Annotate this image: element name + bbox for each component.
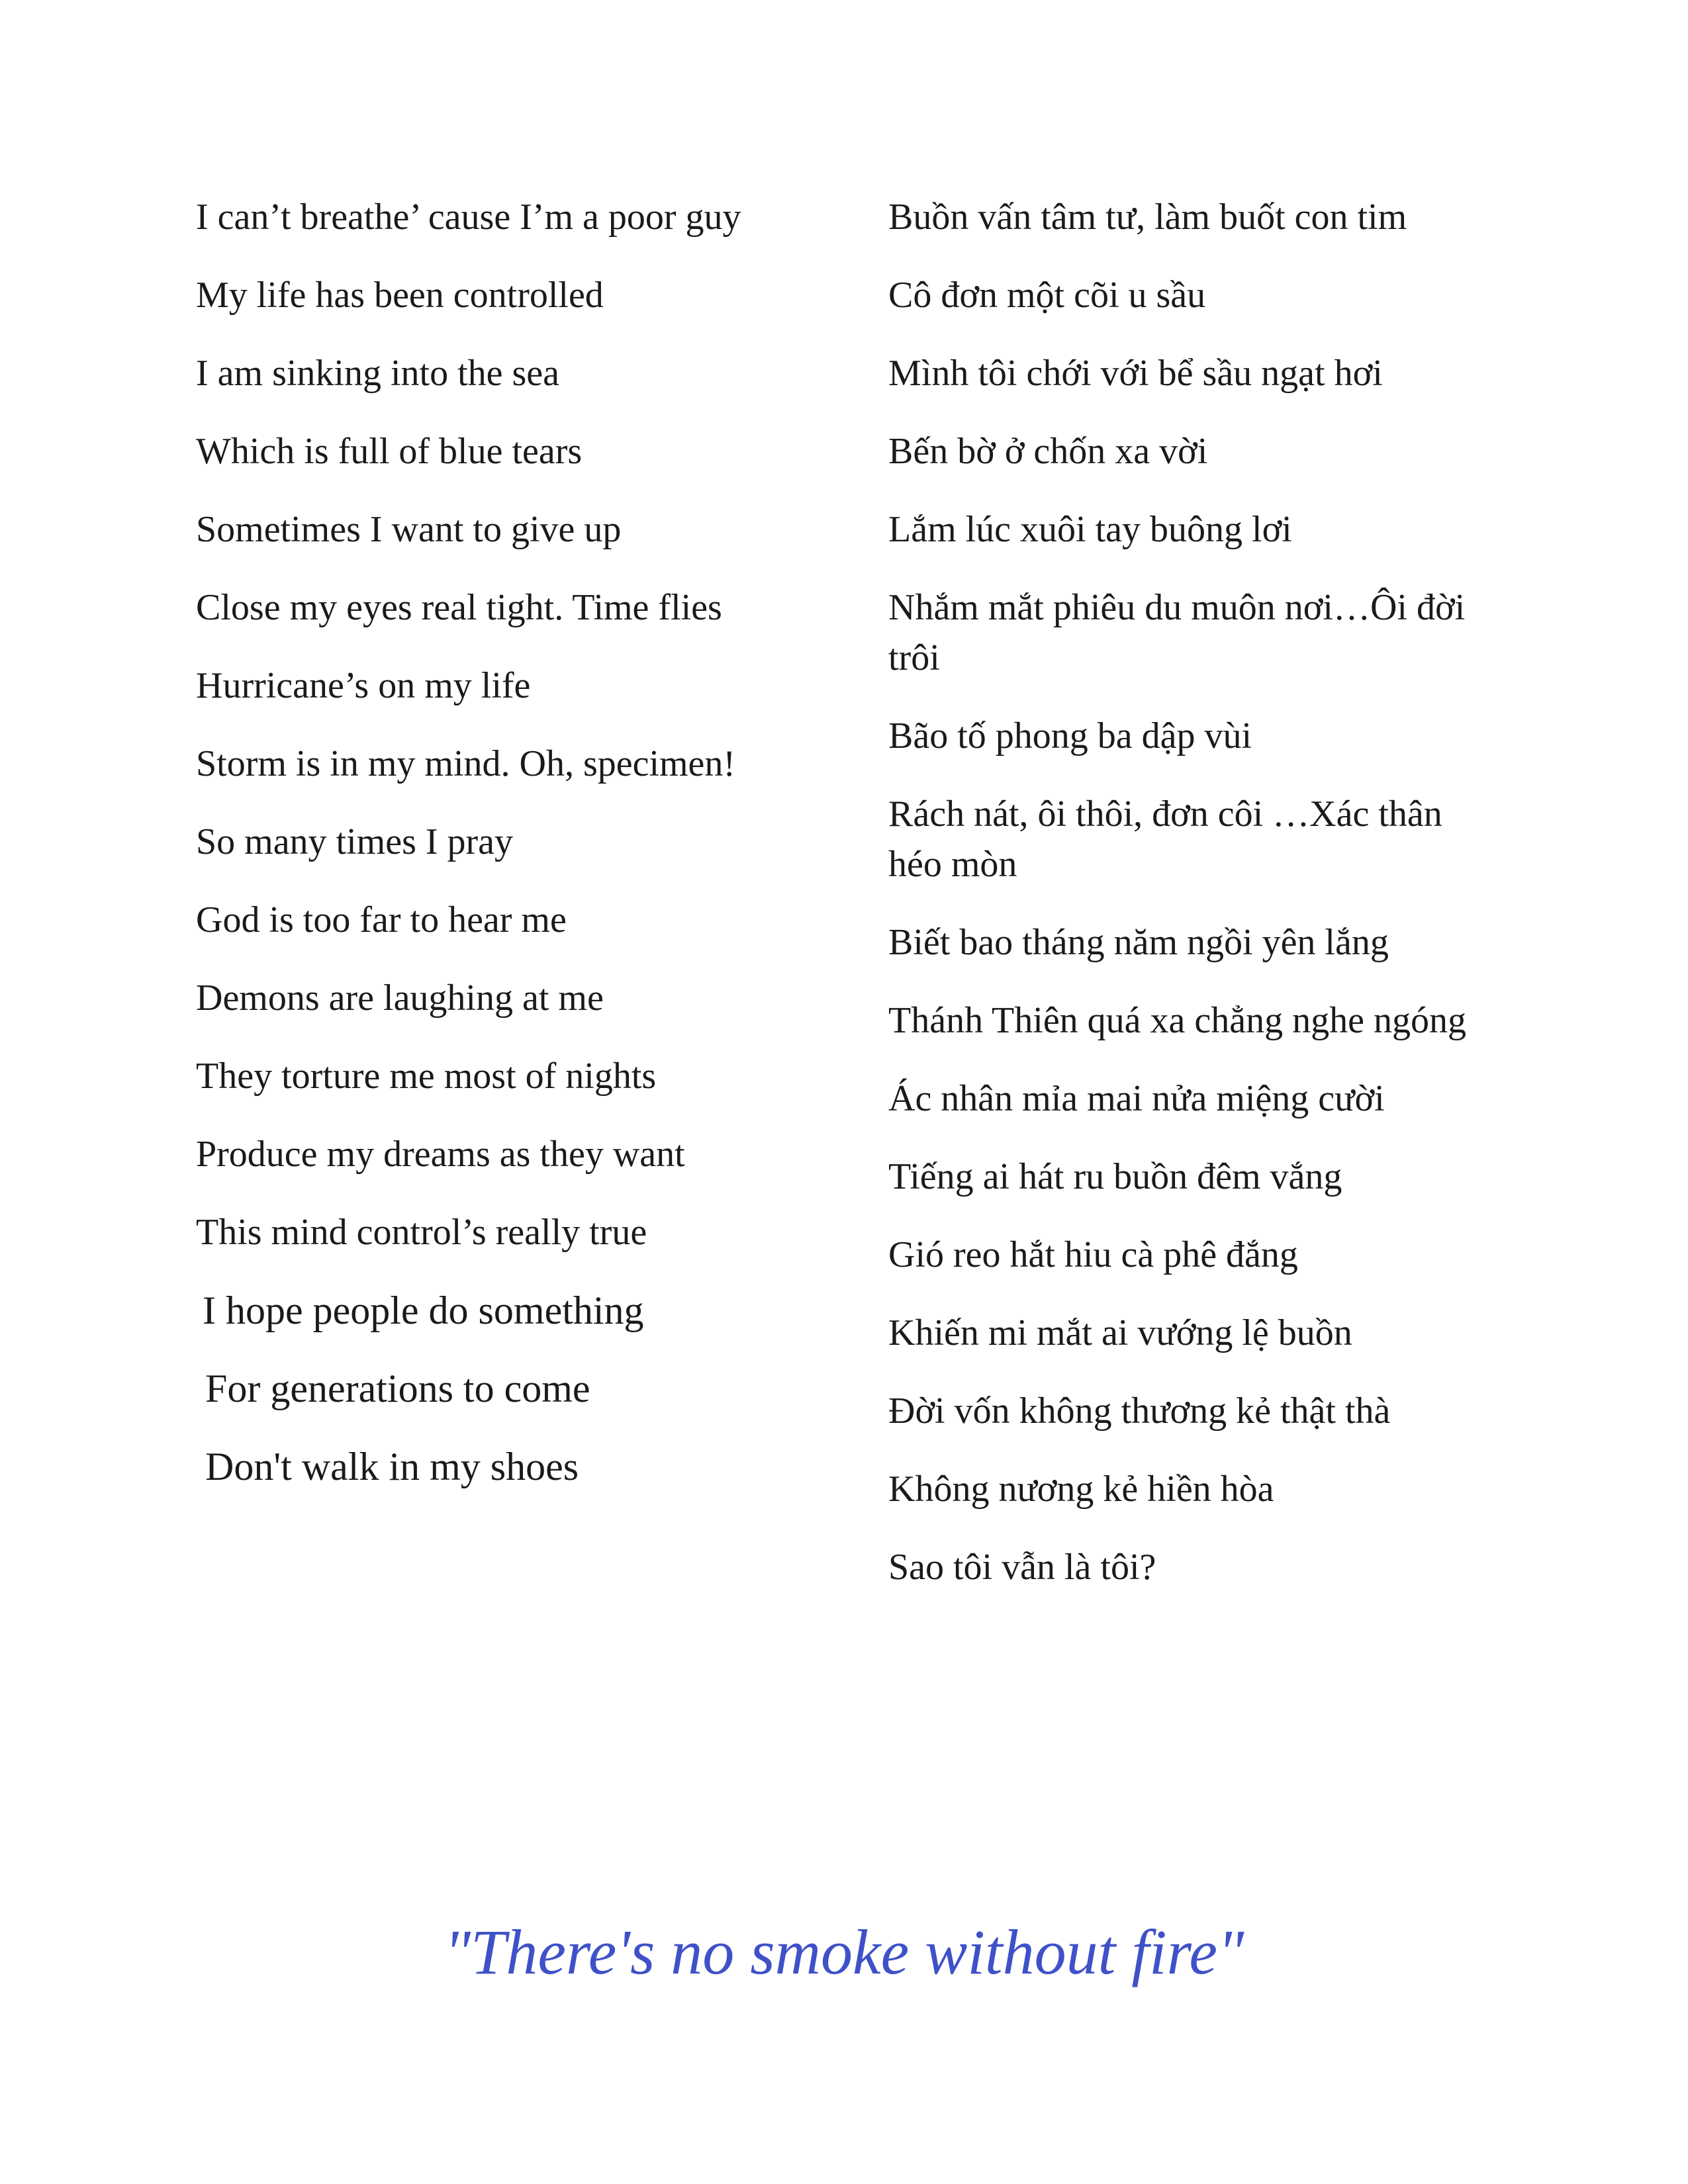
- poem-line-en: They torture me most of nights: [196, 1056, 657, 1097]
- poem-line-vi: Sao tôi vẫn là tôi?: [888, 1547, 1156, 1588]
- poem-line-en: So many times I pray: [196, 821, 514, 862]
- poem-line-vi: Ác nhân mỉa mai nửa miệng cười: [888, 1078, 1385, 1119]
- vietnamese-poem-column: [888, 192, 1484, 1620]
- poem-line-vi: Buồn vấn tâm tư, làm buốt con tim: [888, 197, 1407, 238]
- poem-line-en: Produce my dreams as they want: [196, 1134, 685, 1175]
- poem-line-en: Close my eyes real tight. Time flies: [196, 587, 722, 628]
- english-poem-column: [196, 192, 831, 1520]
- poem-line-vi: Bão tố phong ba dập vùi: [888, 715, 1252, 756]
- poem-line-en: Demons are laughing at me: [196, 978, 604, 1019]
- poem-line-vi: Không nương kẻ hiền hòa: [888, 1469, 1274, 1510]
- poem-line-en: Hurricane’s on my life: [196, 665, 531, 706]
- poem-line-vi: Lắm lúc xuôi tay buông lơi: [888, 509, 1292, 550]
- closing-quote: "There's no smoke without fire": [444, 1917, 1244, 1987]
- poem-line-en: Storm is in my mind. Oh, specimen!: [196, 743, 736, 784]
- poem-line-en: This mind control’s really true: [196, 1212, 647, 1253]
- poem-line-vi: Biết bao tháng năm ngồi yên lắng: [888, 922, 1389, 963]
- poem-line-vi: Cô đơn một cõi u sầu: [888, 275, 1206, 316]
- poem-line-vi: Mình tôi chới với bể sầu ngạt hơi: [888, 353, 1383, 394]
- poem-line-vi: Thánh Thiên quá xa chẳng nghe ngóng: [888, 1000, 1466, 1041]
- poem-line-vi: Nhắm mắt phiêu du muôn nơi…Ôi đời trôi: [888, 587, 1466, 678]
- poem-line-en: My life has been controlled: [196, 275, 604, 316]
- poem-line-vi: Rách nát, ôi thôi, đơn côi …Xác thân héo mòn: [888, 794, 1442, 885]
- poem-line-vi: Đời vốn không thương kẻ thật thà: [888, 1390, 1391, 1432]
- poem-line-en: I hope people do something: [203, 1289, 644, 1332]
- poem-line-en: Sometimes I want to give up: [196, 509, 622, 550]
- poem-line-en: I am sinking into the sea: [196, 353, 560, 394]
- poem-line-en: Which is full of blue tears: [196, 431, 583, 472]
- poem-line-en: For generations to come: [205, 1367, 590, 1410]
- poem-line-vi: Bến bờ ở chốn xa vời: [888, 431, 1208, 472]
- poem-line-en: I can’t breathe’ cause I’m a poor guy: [196, 197, 741, 238]
- poem-line-vi: Gió reo hắt hiu cà phê đắng: [888, 1234, 1298, 1275]
- poem-line-vi: Khiến mi mắt ai vướng lệ buồn: [888, 1312, 1352, 1353]
- poem-line-en: God is too far to hear me: [196, 899, 567, 940]
- poem-line-vi: Tiếng ai hát ru buồn đêm vắng: [888, 1156, 1342, 1197]
- poem-line-en: Don't walk in my shoes: [205, 1445, 579, 1488]
